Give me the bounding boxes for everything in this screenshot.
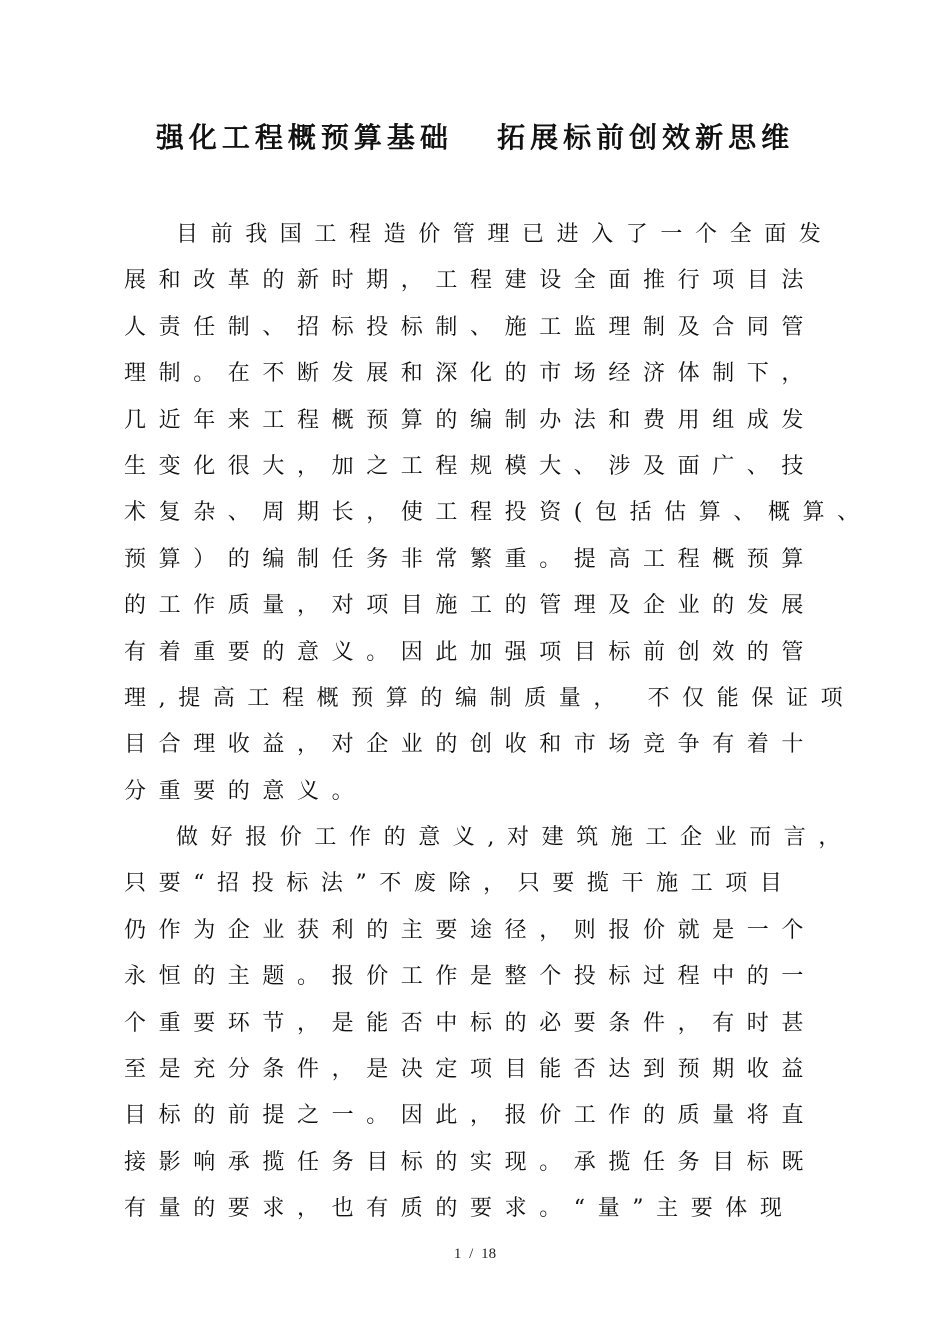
text-line: 人责任制、招标投标制、施工监理制及合同管 xyxy=(124,314,817,340)
text-line: 有量的要求，也有质的要求。“量”主要体现 xyxy=(124,1196,795,1222)
document-title: 强化工程概预算基础 拓展标前创效新思维 xyxy=(155,121,795,154)
text-line: 只要“招投标法”不废除，只要揽干施工项目 xyxy=(124,871,795,897)
page-number: 1 / 18 xyxy=(453,1246,497,1262)
text-line: 理制。在不断发展和深化的市场经济体制下， xyxy=(124,361,817,387)
text-line: 几近年来工程概预算的编制办法和费用组成发 xyxy=(124,407,817,433)
document-body xyxy=(124,212,872,1233)
text-line: 永恒的主题。报价工作是整个投标过程中的一 xyxy=(124,964,817,990)
text-line: 至是充分条件，是决定项目能否达到预期收益 xyxy=(124,1057,817,1083)
text-line: 目前我国工程造价管理已进入了一个全面发 xyxy=(176,222,834,247)
text-line: 术复杂、周期长，使工程投资(包括估算、概算、 xyxy=(124,500,872,526)
text-line: 生变化很大，加之工程规模大、涉及面广、技 xyxy=(124,453,817,479)
text-line: 做好报价工作的意义,对建筑施工企业而言， xyxy=(176,825,853,851)
text-line: 目标的前提之一。因此，报价工作的质量将直 xyxy=(124,1103,817,1129)
paragraph-2 xyxy=(124,815,864,1233)
text-line: 仍作为企业获利的主要途径，则报价就是一个 xyxy=(124,917,817,943)
text-line: 预算）的编制任务非常繁重。提高工程概预算 xyxy=(124,546,817,572)
text-line: 展和改革的新时期，工程建设全面推行项目法 xyxy=(124,268,817,294)
text-line: 个重要环节，是能否中标的必要条件，有时甚 xyxy=(124,1010,817,1036)
paragraph-1 xyxy=(124,212,872,815)
text-line: 的工作质量，对项目施工的管理及企业的发展 xyxy=(124,593,817,619)
text-line: 目合理收益，对企业的创收和市场竞争有着十 xyxy=(124,732,817,758)
text-line: 分重要的意义。 xyxy=(124,778,367,804)
text-line: 接影响承揽任务目标的实现。承揽任务目标既 xyxy=(124,1149,817,1175)
text-line: 有着重要的意义。因此加强项目标前创效的管 xyxy=(124,639,817,665)
text-line: 理,提高工程概预算的编制质量， 不仅能保证项 xyxy=(124,685,856,711)
